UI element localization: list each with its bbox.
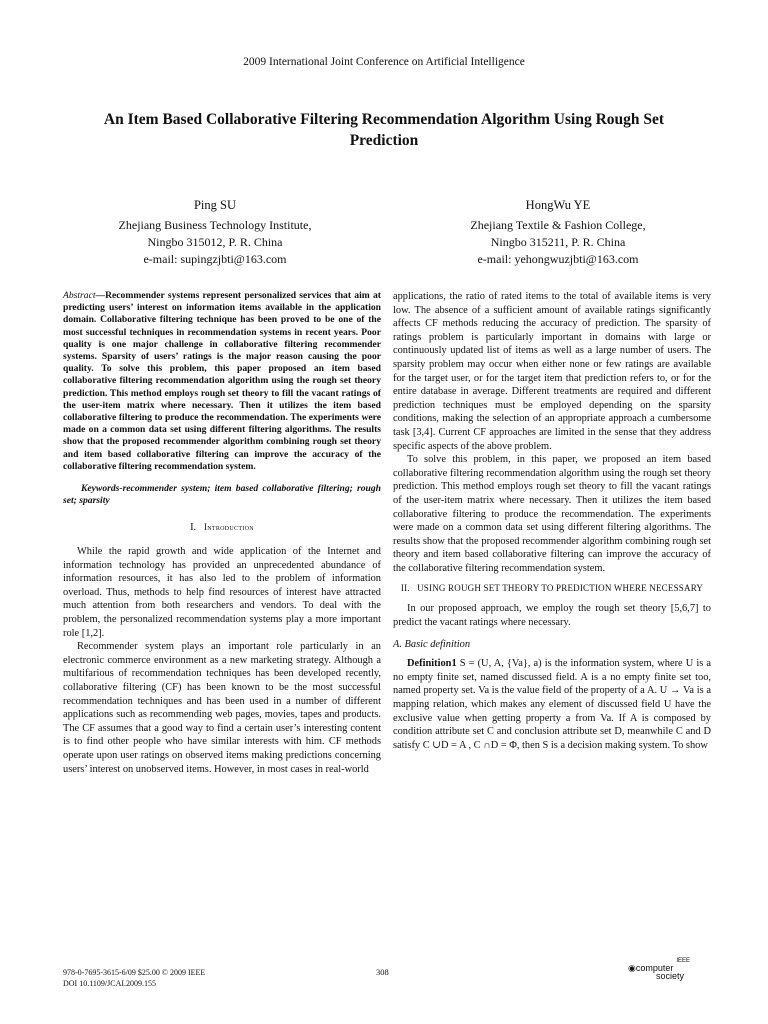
left-column <box>63 290 381 776</box>
isbn-line: 978-0-7695-3615-6/09 $25.00 © 2009 IEEE <box>63 968 206 977</box>
section-heading-1 <box>63 521 381 535</box>
section-title: Introduction <box>203 522 254 533</box>
abstract-text: —Recommender systems represent personalized services that aim at predicting users’ interest on information items available in the application domain. Collaborative filtering technique has been proved to be one of the most successful techniques in recommendation systems in recent years. Poor quality is one major challenge in collaborative filtering recommender systems. Sparsity of users’ ratings is the major reason causing the poor quality. To solve this problem, this paper proposed an item based collaborative filtering recommendation algorithm using the rough set theory prediction. This method employs rough set theory to fill the vacant ratings of the user-item matrix where necessary. Then it utilizes the item based collaborative filtering to produce the recommendation. The experiments were made on a common data set using different filtering algorithms. The results show that the proposed recommender algorithm combining rough set theory and item based collaborative filtering can improve the accuracy of the collaborative filtering recommendation system. <box>63 290 381 472</box>
section-number: II. <box>400 583 410 594</box>
logo-mark-icon: ◉ <box>628 963 636 973</box>
author-block-1 <box>55 197 375 268</box>
keywords: Keywords-recommender system; item based collaborative filtering; rough set; sparsity <box>63 483 381 507</box>
section-title: USING ROUGH SET THEORY TO PREDICTION WHERE NECESSARY <box>417 583 704 594</box>
ieee-computer-society-logo <box>628 958 704 980</box>
section-number: I. <box>190 522 197 534</box>
body-paragraph: In our proposed approach, we employ the rough set theory [5,6,7] to predict the vacant ratings where necessary. <box>393 603 711 629</box>
section-heading-2 <box>393 581 711 596</box>
subsection-heading: A. Basic definition <box>393 638 471 650</box>
abstract <box>63 290 381 473</box>
abstract-lead: Abstract <box>63 290 96 301</box>
body-paragraph: To solve this problem, in this paper, we proposed an item based collaborative filtering recommendation algorithm using the rough set theory prediction. This method employs rough set theory to fill the vacant ratings of the user-item matrix where necessary. Then it utilizes the item based collaborative filtering to produce the recommendation. The experiments were made on a common data set using different filtering algorithms. The results show that the proposed recommender algorithm combining rough set theory and item based collaborative filtering can improve the accuracy of the collaborative filtering recommendation system. <box>393 454 711 574</box>
body-paragraph: Recommender system plays an important role particularly in an electronic commerce environment as a new marketing strategy. Although a multifarious of recommendation techniques has been developed recently, collaborative filtering (CF) has been known to be the most successful recommendation techniques and has been used in a number of different applications such as recommending web pages, movies, tapes and products. The CF assumes that a good way to find a certain user’s interesting content is to find other people who have similar interests with him. CF methods operate upon user ratings on observed items making predictions concerning users’ interest on unobserved items. However, in most cases in real-world <box>63 641 381 775</box>
author-address: Ningbo 315012, P. R. China <box>147 235 283 249</box>
author-name: HongWu YE <box>525 198 591 212</box>
paper-title: An Item Based Collaborative Filtering Recommendation Algorithm Using Rough Set Prediction <box>103 111 665 149</box>
author-affiliation: Zhejiang Textile & Fashion College, <box>470 218 646 232</box>
conference-header: 2009 International Joint Conference on Artificial Intelligence <box>243 56 525 68</box>
author-address: Ningbo 315211, P. R. China <box>490 235 626 249</box>
author-name: Ping SU <box>193 198 237 212</box>
author-affiliation: Zhejiang Business Technology Institute, <box>118 218 312 232</box>
page-number: 308 <box>376 967 389 977</box>
body-paragraph: While the rapid growth and wide application of the Internet and information technology has provided an unprecedented abundance of information resources, it has also led to the problem of information overload. Thus, methods to help find resources of interest have attracted much attention from both researchers and vendors. To deal with the problem, the personalized recommendation systems play a more important role [1,2]. <box>63 546 381 639</box>
definition-label: Definition1 <box>407 658 457 670</box>
doi-line: DOI 10.1109/JCAI.2009.155 <box>63 979 157 988</box>
logo-computer-text: computer <box>635 963 674 973</box>
author-block-2 <box>398 197 718 268</box>
author-email: e-mail: supingzjbti@163.com <box>143 252 287 266</box>
body-paragraph: applications, the ratio of rated items to the total of available items is very low. The absence of a sufficient amount of available ratings significantly affects CF methods reducing the accuracy of prediction. The sparsity of ratings problem is particularly important in domains with large or continuously updated list of items as well as a large number of users. The sparsity problem may occur when either none or few ratings are available for the target user, or for the target item that prediction refers to, or for the entire database in average. Different treatments are required and different prediction techniques must be employed depending on the sparsity conditions, making the selection of an appropriate approach a cumbersome task [3,4]. Current CF approaches are limited in the sense that they address specific aspects of the above problem. <box>393 291 711 452</box>
right-column <box>393 290 711 752</box>
author-email: e-mail: yehongwuzjbti@163.com <box>477 252 639 266</box>
logo-ieee-text: IEEE <box>676 958 690 964</box>
definition-paragraph <box>393 657 711 752</box>
footer-left <box>63 967 205 989</box>
definition-text: S = (U, A, {Va}, a) is the information system, where U is a no empty finite set, named discussed field. A is a no empty finite set too, named property set. Va is the value field of the property of a A. U → Va is a mapping relation, which makes any element of discussed field U have the exclusive value when getting property a from Va. If A is composed by condition attribute set C and conclusion attribute set D, meanwhile C and D satisfy C ∪D = A , C ∩D = Φ, then S is a decision making system. To show <box>393 658 711 751</box>
logo-sub-text: society <box>656 971 685 981</box>
